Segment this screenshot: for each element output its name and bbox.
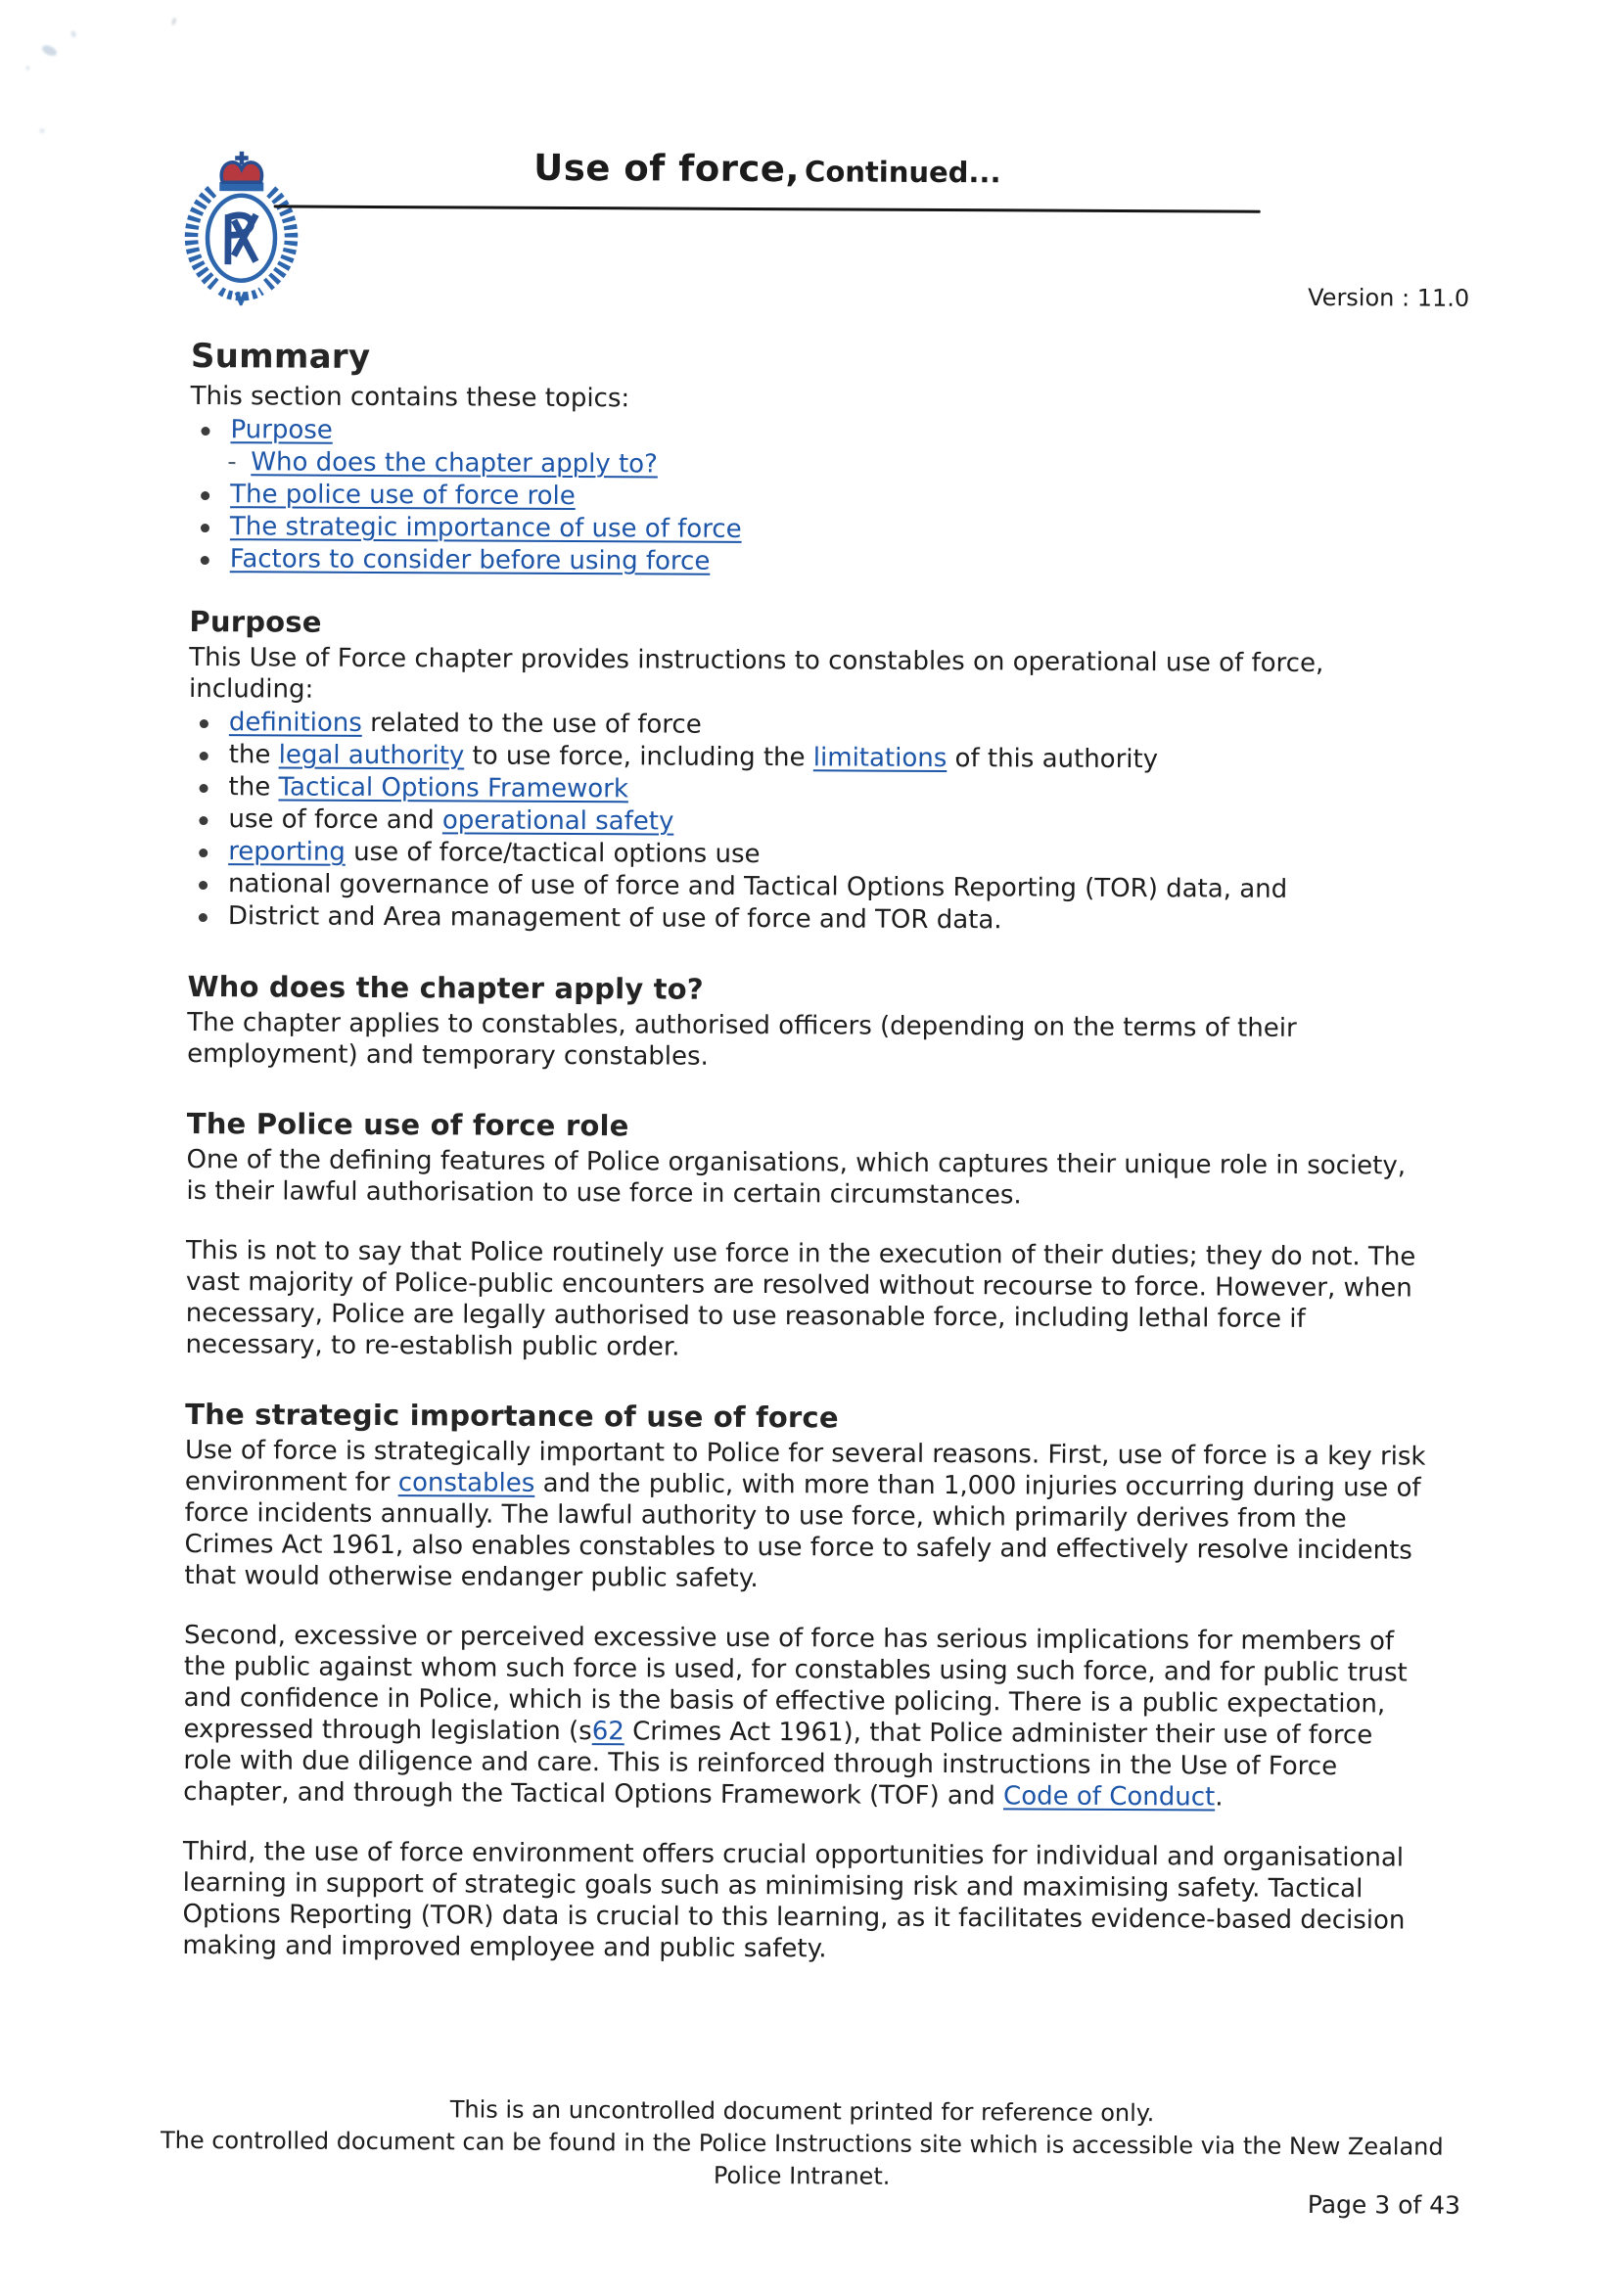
text-run: Use of force is strategically important to Police for several reasons. First, use of force is a key risk environment for xyxy=(184,1435,1426,1498)
footer-line-1: This is an uncontrolled document printed for reference only. xyxy=(449,2095,1155,2128)
summary-topic-link[interactable]: Who does the chapter apply to? xyxy=(251,447,658,480)
strategic-body xyxy=(182,1435,1426,1968)
summary-intro: This section contains these topics: xyxy=(190,381,630,414)
inline-link[interactable]: legal authority xyxy=(278,740,465,771)
text-run: to use force, including the xyxy=(464,741,813,773)
summary-heading: Summary xyxy=(190,336,371,377)
summary-topic-link[interactable]: The police use of force role xyxy=(230,480,576,512)
paragraph: The chapter applies to constables, authorised officers (depending on the terms of their employment) and temporary constables. xyxy=(187,1007,1297,1072)
scan-smudge xyxy=(40,43,58,58)
purpose-bullet-item xyxy=(188,900,1429,940)
section-police-role xyxy=(186,1107,1428,1367)
subtopic-dash-marker: - xyxy=(227,447,237,478)
summary-topics xyxy=(190,414,1432,582)
inline-link[interactable]: operational safety xyxy=(441,805,674,837)
summary-topic-link[interactable]: Factors to consider before using force xyxy=(229,544,711,576)
strategic-heading: The strategic importance of use of force xyxy=(185,1397,839,1435)
who-applies-body xyxy=(187,1007,1428,1077)
page-number: Page 3 of 43 xyxy=(1307,2189,1461,2220)
who-applies-heading: Who does the chapter apply to? xyxy=(187,969,704,1006)
text-run: Second, excessive or perceived excessive use of force has serious implications for members of the public against whom such force is used, for constables using such force, and for public trust and confidence in Police, which is the basis of effective policing. There is a public expectation, expressed through legislation (s xyxy=(183,1620,1408,1747)
paragraph: One of the defining features of Police organisations, which captures their unique role in society, is their lawful authorisation to use force in certain circumstances. xyxy=(186,1144,1407,1211)
section-strategic-importance xyxy=(182,1398,1426,1968)
text-run: of this authority xyxy=(947,744,1159,775)
summary-topic-link[interactable]: The strategic importance of use of force xyxy=(229,512,742,544)
scan-smudge xyxy=(25,66,29,70)
header-title-continued: Continued... xyxy=(805,155,1001,190)
text-run: and the public, with more than 1,000 injuries occurring during use of force incidents annually. The lawful authority to use force, which primarily derives from the Crimes Act 1961, also enables constables to use force to safely and effectively resolve incidents that would otherwise endanger public safety. xyxy=(184,1468,1421,1594)
footer-disclaimer xyxy=(132,2092,1471,2196)
inline-link[interactable]: constables xyxy=(397,1468,535,1498)
inline-link[interactable]: Code of Conduct xyxy=(1003,1781,1216,1813)
scan-smudge xyxy=(171,17,177,25)
text-run: use of force and xyxy=(228,804,443,836)
scan-smudge xyxy=(39,128,45,133)
inline-link[interactable]: 62 xyxy=(591,1717,624,1747)
paragraph: This is not to say that Police routinely use force in the execution of their duties; they do not. The vast majority of Police-public encounters are resolved without recourse to force. However, when necessary, Police are legally authorised to use reasonable force, including lethal force if necessary, to re-establish public order. xyxy=(185,1235,1416,1362)
police-role-heading: The Police use of force role xyxy=(186,1106,629,1143)
scan-smudge xyxy=(70,30,77,38)
text-run: Third, the use of force environment offers crucial opportunities for individual and organisational learning in support of strategic goals such as minimising risk and maximising safety. Tactical Options Reporting (TOR) data is crucial to this learning, as it facilitates evidence-based decision making and improved employee and public safety. xyxy=(182,1836,1406,1964)
page-header-title xyxy=(274,145,1261,192)
inline-link[interactable]: definitions xyxy=(228,708,362,738)
inline-link[interactable]: Tactical Options Framework xyxy=(278,772,629,804)
purpose-bullets xyxy=(188,707,1430,940)
section-purpose xyxy=(188,605,1431,940)
summary-topic-item xyxy=(190,543,1431,582)
paragraph xyxy=(184,1435,1426,1598)
text-run: the xyxy=(228,740,279,770)
paragraph xyxy=(183,1620,1425,1814)
text-run: the xyxy=(228,772,279,803)
purpose-heading: Purpose xyxy=(189,604,322,639)
document-content xyxy=(182,337,1432,1968)
purpose-intro: This Use of Force chapter provides instructions to constables on operational use of force, including: xyxy=(189,642,1324,705)
inline-link[interactable]: reporting xyxy=(228,837,346,867)
header-rule xyxy=(274,205,1261,212)
text-run: . xyxy=(1215,1782,1224,1813)
summary-topic-link[interactable]: Purpose xyxy=(230,415,333,445)
inline-link[interactable]: limitations xyxy=(812,743,948,774)
footer-line-2: The controlled document can be found in the Police Instructions site which is accessible via the New Zealand Police Intranet. xyxy=(160,2126,1444,2190)
text-run: use of force/tactical options use xyxy=(345,837,761,870)
text-run: related to the use of force xyxy=(361,708,702,740)
police-role-body xyxy=(186,1144,1428,1367)
version-label: Version : 11.0 xyxy=(1308,283,1470,312)
text-run: Crimes Act 1961), that Police administer their use of force role with due diligence and care. This is reinforced through instructions in the Use of Force chapter, and through the Tactical Options Framework (TOF) and xyxy=(183,1717,1373,1812)
text-run: national governance of use of force and Tactical Options Reporting (TOR) data, and xyxy=(227,869,1288,904)
paragraph xyxy=(182,1836,1424,1968)
text-run: District and Area management of use of force and TOR data. xyxy=(227,901,1002,936)
header-title-main: Use of force, xyxy=(533,146,801,191)
section-who-applies xyxy=(187,970,1429,1077)
